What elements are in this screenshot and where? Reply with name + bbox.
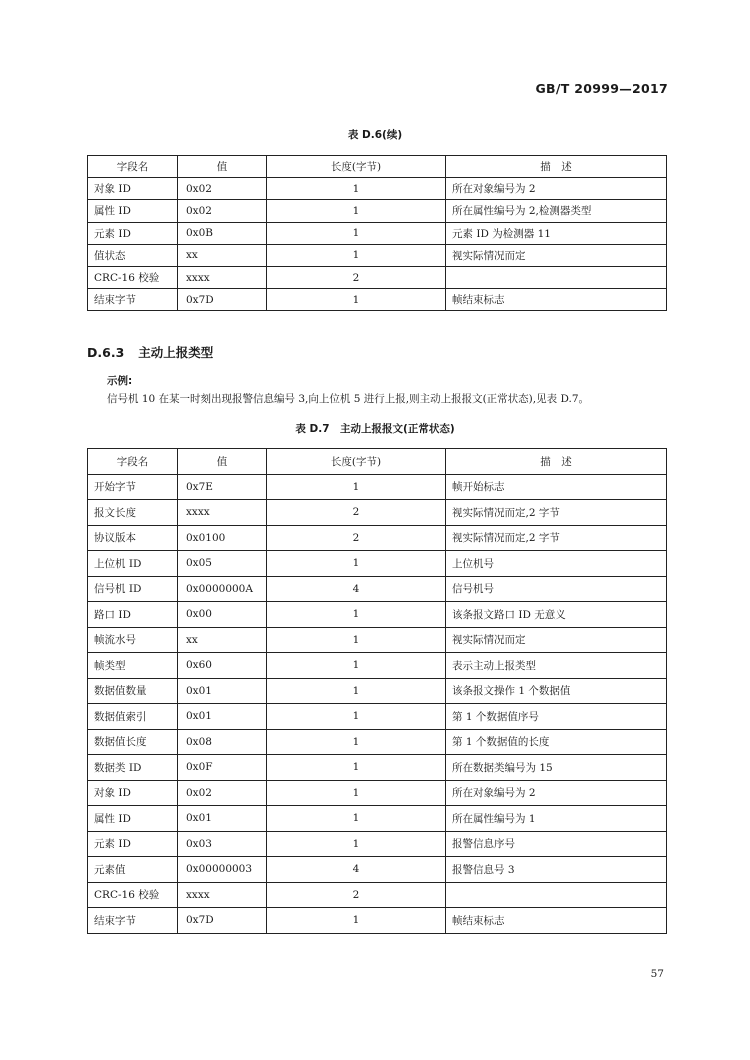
example-label: 示例: <box>107 375 133 387</box>
table-row <box>88 576 667 602</box>
field-cell: 值状态 <box>88 244 178 266</box>
column-header-value: 值 <box>178 156 267 178</box>
table-row <box>88 806 667 832</box>
table-d7-caption: 表 D.7 主动上报报文(正常状态) <box>295 423 455 435</box>
value-cell: 0x02 <box>178 178 267 200</box>
table-d6 <box>87 155 667 311</box>
length-cell: 1 <box>267 244 446 266</box>
description-cell: 报警信息序号 <box>446 831 667 857</box>
value-cell: xxxx <box>178 500 267 526</box>
field-cell: 属性 ID <box>88 806 178 832</box>
value-cell: xx <box>178 627 267 653</box>
field-cell: CRC-16 校验 <box>88 266 178 288</box>
column-header-length: 长度(字节) <box>267 449 446 475</box>
table-row <box>88 474 667 500</box>
description-cell: 视实际情况而定 <box>446 244 667 266</box>
field-cell: 结束字节 <box>88 289 178 311</box>
value-cell: 0x05 <box>178 551 267 577</box>
table-row <box>88 857 667 883</box>
description-cell: 所在数据类编号为 15 <box>446 755 667 781</box>
value-cell: 0x08 <box>178 729 267 755</box>
description-cell: 所在属性编号为 2,检测器类型 <box>446 200 667 222</box>
length-cell: 1 <box>267 908 446 934</box>
length-cell: 1 <box>267 780 446 806</box>
length-cell: 1 <box>267 831 446 857</box>
table-row <box>88 755 667 781</box>
field-cell: 数据类 ID <box>88 755 178 781</box>
field-cell: 元素 ID <box>88 831 178 857</box>
table-row <box>88 200 667 222</box>
length-cell: 1 <box>267 653 446 679</box>
field-cell: CRC-16 校验 <box>88 882 178 908</box>
table-row <box>88 551 667 577</box>
table-row <box>88 780 667 806</box>
length-cell: 1 <box>267 200 446 222</box>
field-cell: 元素 ID <box>88 222 178 244</box>
length-cell: 1 <box>267 289 446 311</box>
length-cell: 1 <box>267 678 446 704</box>
length-cell: 1 <box>267 704 446 730</box>
table-row <box>88 882 667 908</box>
field-cell: 元素值 <box>88 857 178 883</box>
value-cell: 0x02 <box>178 200 267 222</box>
description-cell: 视实际情况而定,2 字节 <box>446 525 667 551</box>
description-cell: 所在对象编号为 2 <box>446 780 667 806</box>
column-header-field: 字段名 <box>88 449 178 475</box>
standard-code: GB/T 20999—2017 <box>535 81 668 96</box>
description-cell: 第 1 个数据值序号 <box>446 704 667 730</box>
description-cell: 信号机号 <box>446 576 667 602</box>
table-row <box>88 908 667 934</box>
value-cell: 0x60 <box>178 653 267 679</box>
table-row <box>88 244 667 266</box>
table-row <box>88 266 667 288</box>
field-cell: 帧类型 <box>88 653 178 679</box>
page-number: 57 <box>650 968 664 980</box>
description-cell: 表示主动上报类型 <box>446 653 667 679</box>
length-cell: 1 <box>267 222 446 244</box>
description-cell: 上位机号 <box>446 551 667 577</box>
field-cell: 属性 ID <box>88 200 178 222</box>
column-header-length: 长度(字节) <box>267 156 446 178</box>
description-cell: 报警信息号 3 <box>446 857 667 883</box>
field-cell: 信号机 ID <box>88 576 178 602</box>
value-cell: 0x0F <box>178 755 267 781</box>
value-cell: xxxx <box>178 266 267 288</box>
description-cell <box>446 266 667 288</box>
length-cell: 1 <box>267 474 446 500</box>
value-cell: 0x0B <box>178 222 267 244</box>
length-cell: 1 <box>267 806 446 832</box>
description-cell: 该条报文路口 ID 无意义 <box>446 602 667 628</box>
column-header-field: 字段名 <box>88 156 178 178</box>
section-title: 主动上报类型 <box>138 345 214 360</box>
table-row <box>88 831 667 857</box>
field-cell: 上位机 ID <box>88 551 178 577</box>
length-cell: 1 <box>267 602 446 628</box>
table-row <box>88 525 667 551</box>
table-row <box>88 729 667 755</box>
table-d6-body <box>88 178 667 311</box>
value-cell: 0x02 <box>178 780 267 806</box>
length-cell: 2 <box>267 266 446 288</box>
table-row <box>88 222 667 244</box>
value-cell: 0x01 <box>178 704 267 730</box>
table-row <box>88 704 667 730</box>
length-cell: 2 <box>267 882 446 908</box>
value-cell: 0x00 <box>178 602 267 628</box>
value-cell: 0x0100 <box>178 525 267 551</box>
field-cell: 数据值长度 <box>88 729 178 755</box>
field-cell: 开始字节 <box>88 474 178 500</box>
description-cell <box>446 882 667 908</box>
field-cell: 结束字节 <box>88 908 178 934</box>
length-cell: 1 <box>267 551 446 577</box>
field-cell: 报文长度 <box>88 500 178 526</box>
value-cell: 0x7D <box>178 289 267 311</box>
field-cell: 路口 ID <box>88 602 178 628</box>
table-row <box>88 500 667 526</box>
description-cell: 该条报文操作 1 个数据值 <box>446 678 667 704</box>
description-cell: 视实际情况而定 <box>446 627 667 653</box>
value-cell: xxxx <box>178 882 267 908</box>
section-number: D.6.3 <box>87 345 125 360</box>
table-d7 <box>87 448 667 934</box>
field-cell: 对象 ID <box>88 780 178 806</box>
example-text: 信号机 10 在某一时刻出现报警信息编号 3,向上位机 5 进行上报,则主动上报报文(正常状态),见表 D.7。 <box>107 393 590 405</box>
value-cell: 0x0000000A <box>178 576 267 602</box>
length-cell: 1 <box>267 729 446 755</box>
table-row <box>88 653 667 679</box>
description-cell: 元素 ID 为检测器 11 <box>446 222 667 244</box>
length-cell: 1 <box>267 178 446 200</box>
section-heading <box>87 343 213 361</box>
length-cell: 1 <box>267 755 446 781</box>
table-row <box>88 678 667 704</box>
table-d7-body <box>88 474 667 933</box>
table-row <box>88 178 667 200</box>
field-cell: 数据值索引 <box>88 704 178 730</box>
description-cell: 帧开始标志 <box>446 474 667 500</box>
column-header-value: 值 <box>178 449 267 475</box>
field-cell: 协议版本 <box>88 525 178 551</box>
description-cell: 视实际情况而定,2 字节 <box>446 500 667 526</box>
length-cell: 4 <box>267 857 446 883</box>
column-header-description: 描 述 <box>446 156 667 178</box>
column-header-description: 描 述 <box>446 449 667 475</box>
value-cell: 0x7E <box>178 474 267 500</box>
description-cell: 帧结束标志 <box>446 908 667 934</box>
value-cell: 0x00000003 <box>178 857 267 883</box>
value-cell: 0x7D <box>178 908 267 934</box>
value-cell: 0x01 <box>178 678 267 704</box>
table-row <box>88 289 667 311</box>
description-cell: 第 1 个数据值的长度 <box>446 729 667 755</box>
table-header-row <box>88 156 667 178</box>
description-cell: 帧结束标志 <box>446 289 667 311</box>
length-cell: 2 <box>267 500 446 526</box>
length-cell: 2 <box>267 525 446 551</box>
value-cell: xx <box>178 244 267 266</box>
field-cell: 帧流水号 <box>88 627 178 653</box>
field-cell: 数据值数量 <box>88 678 178 704</box>
description-cell: 所在对象编号为 2 <box>446 178 667 200</box>
table-row <box>88 627 667 653</box>
field-cell: 对象 ID <box>88 178 178 200</box>
value-cell: 0x01 <box>178 806 267 832</box>
length-cell: 4 <box>267 576 446 602</box>
length-cell: 1 <box>267 627 446 653</box>
table-row <box>88 602 667 628</box>
table-d6-caption: 表 D.6(续) <box>347 129 403 141</box>
table-header-row <box>88 449 667 475</box>
value-cell: 0x03 <box>178 831 267 857</box>
description-cell: 所在属性编号为 1 <box>446 806 667 832</box>
